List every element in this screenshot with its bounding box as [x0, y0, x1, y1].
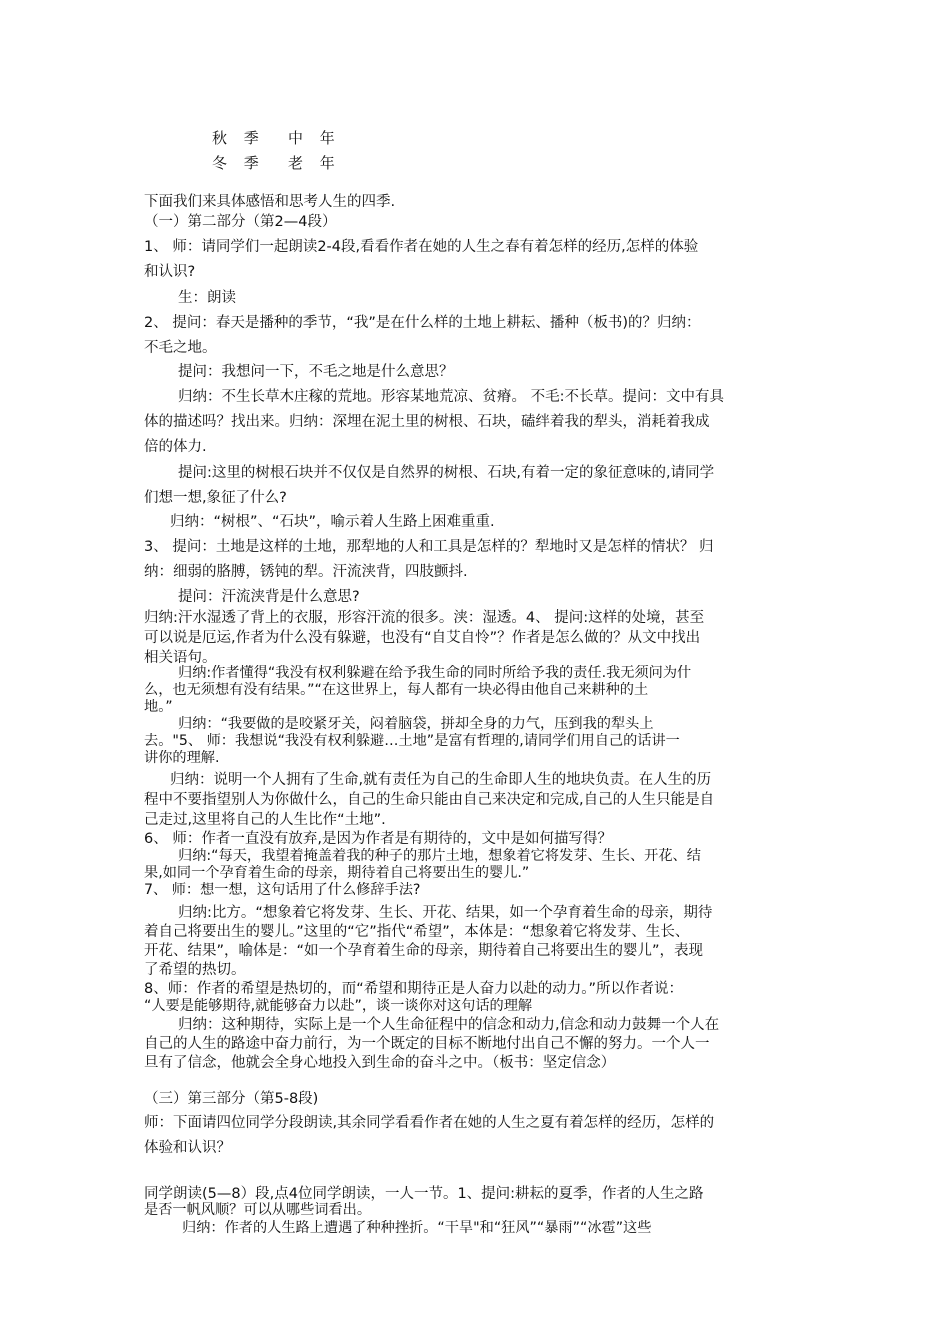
text-line: 体验和认识？	[144, 1140, 231, 1156]
text-line: （一）第二部分（第2—4段）	[144, 214, 337, 230]
text-line: “人要是能够期待,就能够奋力以赴”，谈一谈你对这句话的理解	[144, 998, 533, 1014]
text-line: 己走过,这里将自己的人生比作“土地”.	[144, 812, 386, 828]
text-line: 纳：细弱的胳膊，锈钝的犁。汗流浃背，四肢颤抖.	[144, 564, 468, 580]
text-line: 可以说是厄运,作者为什么没有躲避，也没有“自艾自怜”？作者是怎么做的？从文中找出	[144, 630, 701, 646]
age-label: 老 年	[288, 154, 341, 172]
text-line: 生：朗读	[178, 290, 236, 306]
text-line: 提问:这里的树根石块并不仅仅是自然界的树根、石块,有着一定的象征意味的,请同学	[178, 465, 715, 481]
text-line: 开花、结果”，喻体是：“如一个孕育着生命的母亲，期待着自己将要出生的婴儿”，表现	[144, 943, 704, 959]
text-line: 旦有了信念，他就会全身心地投入到生命的奋斗之中。（板书：坚定信念）	[144, 1055, 616, 1071]
text-line: 自己的人生的路途中奋力前行，为一个既定的目标不断地付出自己不懈的努力。一个人一	[144, 1036, 710, 1052]
text-line: 归纳：说明一个人拥有了生命,就有责任为自己的生命即人生的地块负责。在人生的历	[170, 772, 712, 788]
text-line: 7、 师：想一想，这句话用了什么修辞手法?	[144, 882, 421, 898]
text-line: 同学朗读(5—8）段,点4位同学朗读，一人一节。1、提问:耕耘的夏季，作者的人生之路	[144, 1186, 704, 1202]
text-line: 提问：我想问一下，不毛之地是什么意思？	[178, 364, 454, 380]
text-line: 归纳：这种期待，实际上是一个人生命征程中的信念和动力,信念和动力鼓舞一个人在	[178, 1017, 720, 1033]
text-line: 2、 提问：春天是播种的季节，“我”是在什么样的土地上耕耘、播种（板书)的？归纳：	[144, 315, 701, 331]
text-line: 归纳:“每天，我望着掩盖着我的种子的那片土地，想象着它将发芽、生长、开花、结	[178, 848, 701, 864]
text-line: 讲你的理解.	[144, 750, 220, 766]
text-line: 归纳：“树根”、“石块”，喻示着人生路上困难重重.	[170, 514, 495, 530]
text-line: 是否一帆风顺？可以从哪些词看出。	[144, 1202, 372, 1218]
text-line: 3、 提问：土地是这样的土地，那犁地的人和工具是怎样的？犁地时又是怎样的情状？ 归	[144, 539, 714, 555]
text-line: 8、师：作者的希望是热切的，而“希望和期待正是人奋力以赴的动力。”所以作者说：	[144, 981, 683, 997]
text-line: （三）第三部分（第5-8段)	[144, 1091, 319, 1107]
age-label: 中 年	[288, 129, 341, 147]
text-line: 归纳：不生长草木庄稼的荒地。形容某地荒凉、贫瘠。 不毛:不长草。提问：文中有具	[178, 389, 724, 405]
text-line: 么，也无须想有没有结果。”“在这世界上，每人都有一块必得由他自己来耕种的土	[144, 682, 649, 698]
text-line: 归纳:比方。“想象着它将发芽、生长、开花、结果，如一个孕育着生命的母亲，期待	[178, 905, 713, 921]
text-line: 归纳：“我要做的是咬紧牙关，闷着脑袋，拼却全身的力气，压到我的犁头上	[178, 716, 654, 732]
text-line: 和认识?	[144, 264, 196, 280]
text-line: 倍的体力.	[144, 439, 207, 455]
text-line: 了希望的热切。	[144, 962, 246, 978]
text-line: 相关语句。	[144, 650, 217, 666]
text-line: 地。”	[144, 699, 173, 715]
text-line: 下面我们来具体感悟和思考人生的四季.	[144, 194, 396, 210]
season-label: 秋 季	[212, 129, 265, 147]
text-line: 提问：汗流浃背是什么意思?	[178, 589, 360, 605]
text-line: 不毛之地。	[144, 340, 217, 356]
text-line: 程中不要指望别人为你做什么，自己的生命只能由自己来决定和完成,自己的人生只能是自	[144, 792, 715, 808]
text-line: 6、 师：作者一直没有放弃,是因为作者是有期待的，文中是如何描写得？	[144, 831, 612, 847]
text-line: 体的描述吗？找出来。归纳：深埋在泥土里的树根、石块，磕绊着我的犁头，消耗着我成	[144, 414, 710, 430]
text-line: 们想一想,象征了什么?	[144, 490, 287, 506]
season-label: 冬 季	[212, 154, 265, 172]
text-line: 归纳:作者懂得“我没有权利躲避在给予我生命的同时所给予我的责任.我无须问为什	[178, 665, 692, 681]
text-line: 果,如同一个孕育着生命的母亲，期待着自己将要出生的婴儿.”	[144, 865, 530, 881]
text-line: 师：下面请四位同学分段朗读,其余同学看看作者在她的人生之夏有着怎样的经历，怎样的	[144, 1115, 715, 1131]
text-line: 着自己将要出生的婴儿。”这里的“它”指代“希望”，本体是：“想象着它将发芽、生长、	[144, 924, 690, 940]
text-line: 归纳:汗水湿透了背上的衣服，形容汗流的很多。浃：湿透。4、 提问:这样的处境，甚至	[144, 610, 705, 626]
text-line: 1、 师：请同学们一起朗读2-4段,看看作者在她的人生之春有着怎样的经历,怎样的体验	[144, 239, 699, 255]
text-line: 归纳：作者的人生路上遭遇了种种挫折。“干旱"和“狂风”“暴雨”“冰雹”这些	[182, 1220, 652, 1236]
text-line: 去。"5、 师：我想说“我没有权利躲避…土地”是富有哲理的,请同学们用自己的话讲一	[144, 733, 680, 749]
